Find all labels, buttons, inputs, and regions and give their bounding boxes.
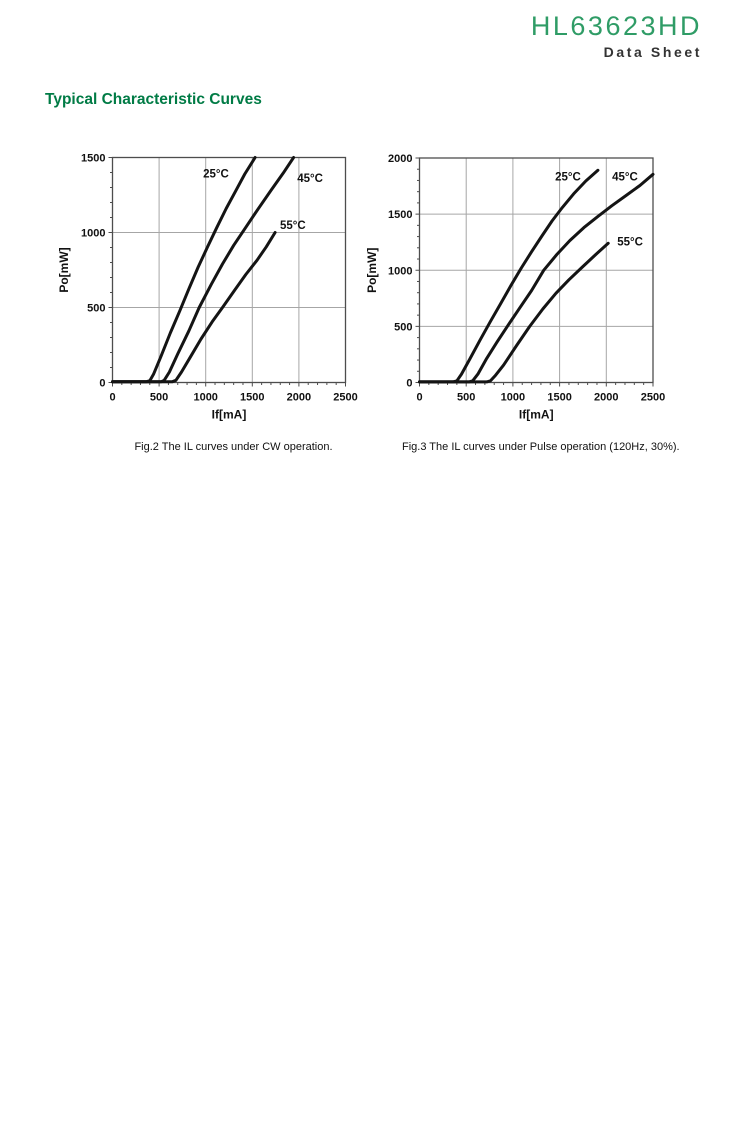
y-tick-label: 0	[99, 377, 106, 390]
x-tick-label: 2500	[640, 391, 666, 404]
curve-45°C	[420, 171, 654, 382]
curve-55°C	[420, 243, 609, 382]
y-tick-label: 500	[394, 321, 413, 334]
datasheet-label: Data Sheet	[603, 44, 702, 60]
x-tick-label: 2000	[594, 391, 619, 404]
y-tick-label: 1500	[81, 152, 106, 165]
x-tick-label: 0	[109, 391, 116, 404]
x-tick-label: 500	[149, 391, 169, 404]
curve-label-45°C: 45°C	[297, 172, 323, 185]
x-tick-label: 2500	[333, 391, 358, 404]
curve-label-25°C: 25°C	[203, 168, 229, 181]
x-axis-title: If[mA]	[211, 407, 247, 422]
y-tick-label: 0	[406, 377, 413, 390]
curve-label-25°C: 25°C	[555, 171, 581, 184]
x-tick-label: 1000	[500, 391, 526, 404]
y-tick-label: 1000	[388, 265, 413, 278]
y-tick-label: 2000	[388, 153, 413, 165]
x-axis-title: If[mA]	[518, 407, 554, 422]
curve-label-45°C: 45°C	[612, 171, 638, 184]
x-tick-label: 1500	[547, 391, 572, 404]
curve-label-55°C: 55°C	[617, 236, 643, 249]
y-tick-label: 1000	[81, 227, 106, 240]
y-tick-label: 500	[87, 302, 106, 315]
curve-25°C	[113, 158, 256, 382]
curve-label-55°C: 55°C	[279, 220, 306, 232]
section-title: Typical Characteristic Curves	[45, 91, 262, 108]
fig3-caption: Fig.3 The IL curves under Pulse operation (120Hz, 30%).	[402, 441, 680, 453]
plot-border	[113, 158, 346, 383]
fig3-il-curve-chart	[360, 143, 666, 433]
x-tick-label: 1000	[193, 391, 218, 404]
product-title: HL63623HD	[530, 11, 702, 41]
fig2-caption: Fig.2 The IL curves under CW operation.	[134, 441, 333, 453]
x-tick-label: 2000	[286, 391, 312, 404]
x-tick-label: 0	[416, 391, 423, 404]
y-axis-title: Po[mW]	[57, 247, 71, 293]
x-tick-label: 500	[457, 391, 476, 404]
fig2-il-curve-chart	[52, 143, 358, 433]
x-tick-label: 1500	[240, 391, 265, 404]
y-axis-title: Po[mW]	[365, 247, 379, 293]
curve-45°C	[113, 158, 294, 382]
y-tick-label: 1500	[388, 209, 413, 222]
